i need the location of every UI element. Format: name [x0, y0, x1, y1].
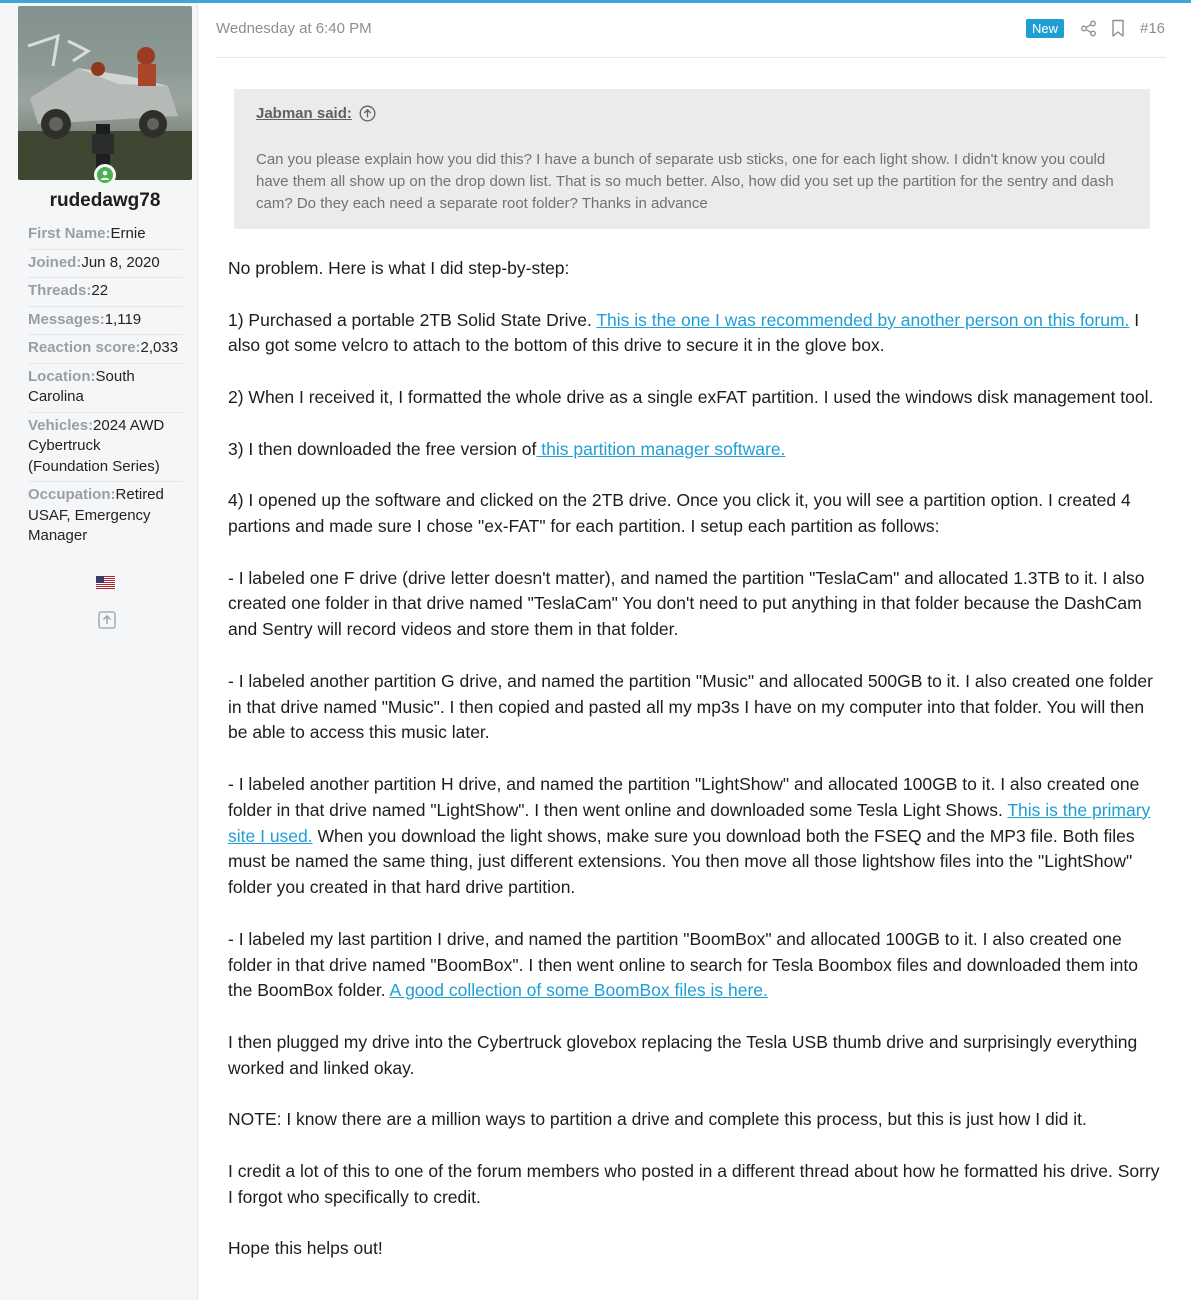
body-paragraph: - I labeled another partition G drive, and named the partition "Music" and allocated 500GB to it. I also created one folder in that drive named "Music". I then copied and pasted all my mp3s I have on my computer into that folder. You will then be able to access this music later.	[228, 670, 1153, 743]
new-badge: New	[1026, 19, 1064, 38]
share-icon[interactable]	[1080, 20, 1097, 37]
field-vehicles: Vehicles:2024 AWD Cybertruck (Foundation Series)	[28, 413, 183, 483]
online-user-icon	[94, 164, 116, 186]
jump-to-quote-icon[interactable]	[359, 105, 376, 122]
bookmark-icon[interactable]	[1111, 19, 1125, 38]
us-flag-icon	[96, 576, 115, 589]
body-paragraph: 1) Purchased a portable 2TB Solid State Drive. This is the one I was recommended by another person on this forum. I also got some velcro to attach to the bottom of this drive to secure it in the glove box.	[228, 309, 1140, 356]
user-sidebar	[0, 3, 198, 1300]
field-messages: Messages:1,119	[28, 307, 183, 336]
body-paragraph: I credit a lot of this to one of the forum members who posted in a different thread about how he formatted his drive. Sorry I forgot who specifically to credit.	[228, 1160, 1160, 1207]
recommended-drive-link[interactable]: This is the one I was recommended by another person on this forum.	[596, 309, 1130, 330]
partition-manager-link[interactable]: this partition manager software.	[536, 438, 786, 459]
post-date[interactable]: Wednesday at 6:40 PM	[216, 20, 372, 37]
field-occupation: Occupation:Retired USAF, Emergency Manager	[28, 486, 164, 544]
quote-text: Can you please explain how you did this? I have a bunch of separate usb sticks, one for each light show. I didn't know you could have them all show up on the drop down list. That is so much better. Also, how did you set up the partition for the sentry and dash cam? Do they each need a separate root folder? Thanks in advance	[256, 151, 1114, 212]
body-paragraph: 2) When I received it, I formatted the whole drive as a single exFAT partition. I used the windows disk management tool.	[228, 386, 1154, 407]
body-paragraph: - I labeled one F drive (drive letter doesn't matter), and named the partition "TeslaCam" and allocated 1.3TB to it. I also created one folder in that drive named "TeslaCam" You don't need to put anything in that folder because the DashCam and Sentry will record videos and store them in that folder.	[228, 567, 1145, 640]
field-joined: Joined:Jun 8, 2020	[28, 250, 183, 279]
light-show-site-link[interactable]: This is the primary site I used.	[228, 799, 1151, 846]
field-reaction-score: Reaction score:2,033	[28, 335, 183, 364]
body-paragraph: 4) I opened up the software and clicked on the 2TB drive. Once you click it, you will see a partition option. I created 4 partions and made sure I chose "ex-FAT" for each partition. I setup each partition as follows:	[228, 490, 1131, 536]
body-paragraph: Hope this helps out!	[228, 1238, 383, 1259]
post-number[interactable]: #16	[1140, 20, 1166, 37]
quote-author[interactable]: Jabman said:	[256, 105, 352, 122]
body-paragraph: I then plugged my drive into the Cybertruck glovebox replacing the Tesla USB thumb drive and surprisingly everything worked and linked okay.	[228, 1031, 1138, 1078]
avatar[interactable]	[18, 6, 192, 180]
body-paragraph: 3) I then downloaded the free version of this partition manager software.	[228, 438, 786, 459]
boombox-files-link[interactable]: A good collection of some BoomBox files is here.	[389, 980, 768, 1001]
body-paragraph: - I labeled my last partition I drive, and named the partition "BoomBox" and allocated 100GB to it. I also created one folder in that drive named "BoomBox". I then went online to search for Tesla Boombox files and downloaded them into the BoomBox folder. A good collection of some BoomBox files is here.	[228, 928, 1138, 1001]
quote-block	[234, 89, 1150, 229]
username[interactable]: rudedawg78	[49, 190, 161, 211]
scroll-up-icon[interactable]	[98, 611, 116, 629]
header-divider	[216, 57, 1166, 58]
post-body	[228, 256, 1166, 1288]
body-paragraph: NOTE: I know there are a million ways to partition a drive and complete this process, but this is just how I did it.	[228, 1109, 1087, 1130]
user-info-fields	[28, 221, 183, 551]
body-paragraph: - I labeled another partition H drive, and named the partition "LightShow" and allocated 100GB to it. I also created one folder in that drive named "LightShow". I then went online and downloaded some Tesla Light Shows. This is the primary site I used. When you download the light shows, make sure you download both the FSEQ and the MP3 file. Both files must be named the same thing, just different extensions. You then move all those lightshow files into the "LightShow" folder you created in that hard drive partition.	[228, 773, 1151, 898]
field-first-name: First Name:Ernie	[28, 221, 183, 250]
field-threads: Threads:22	[28, 278, 183, 307]
field-location: Location:South Carolina	[28, 364, 183, 413]
body-paragraph: No problem. Here is what I did step-by-step:	[228, 258, 570, 278]
